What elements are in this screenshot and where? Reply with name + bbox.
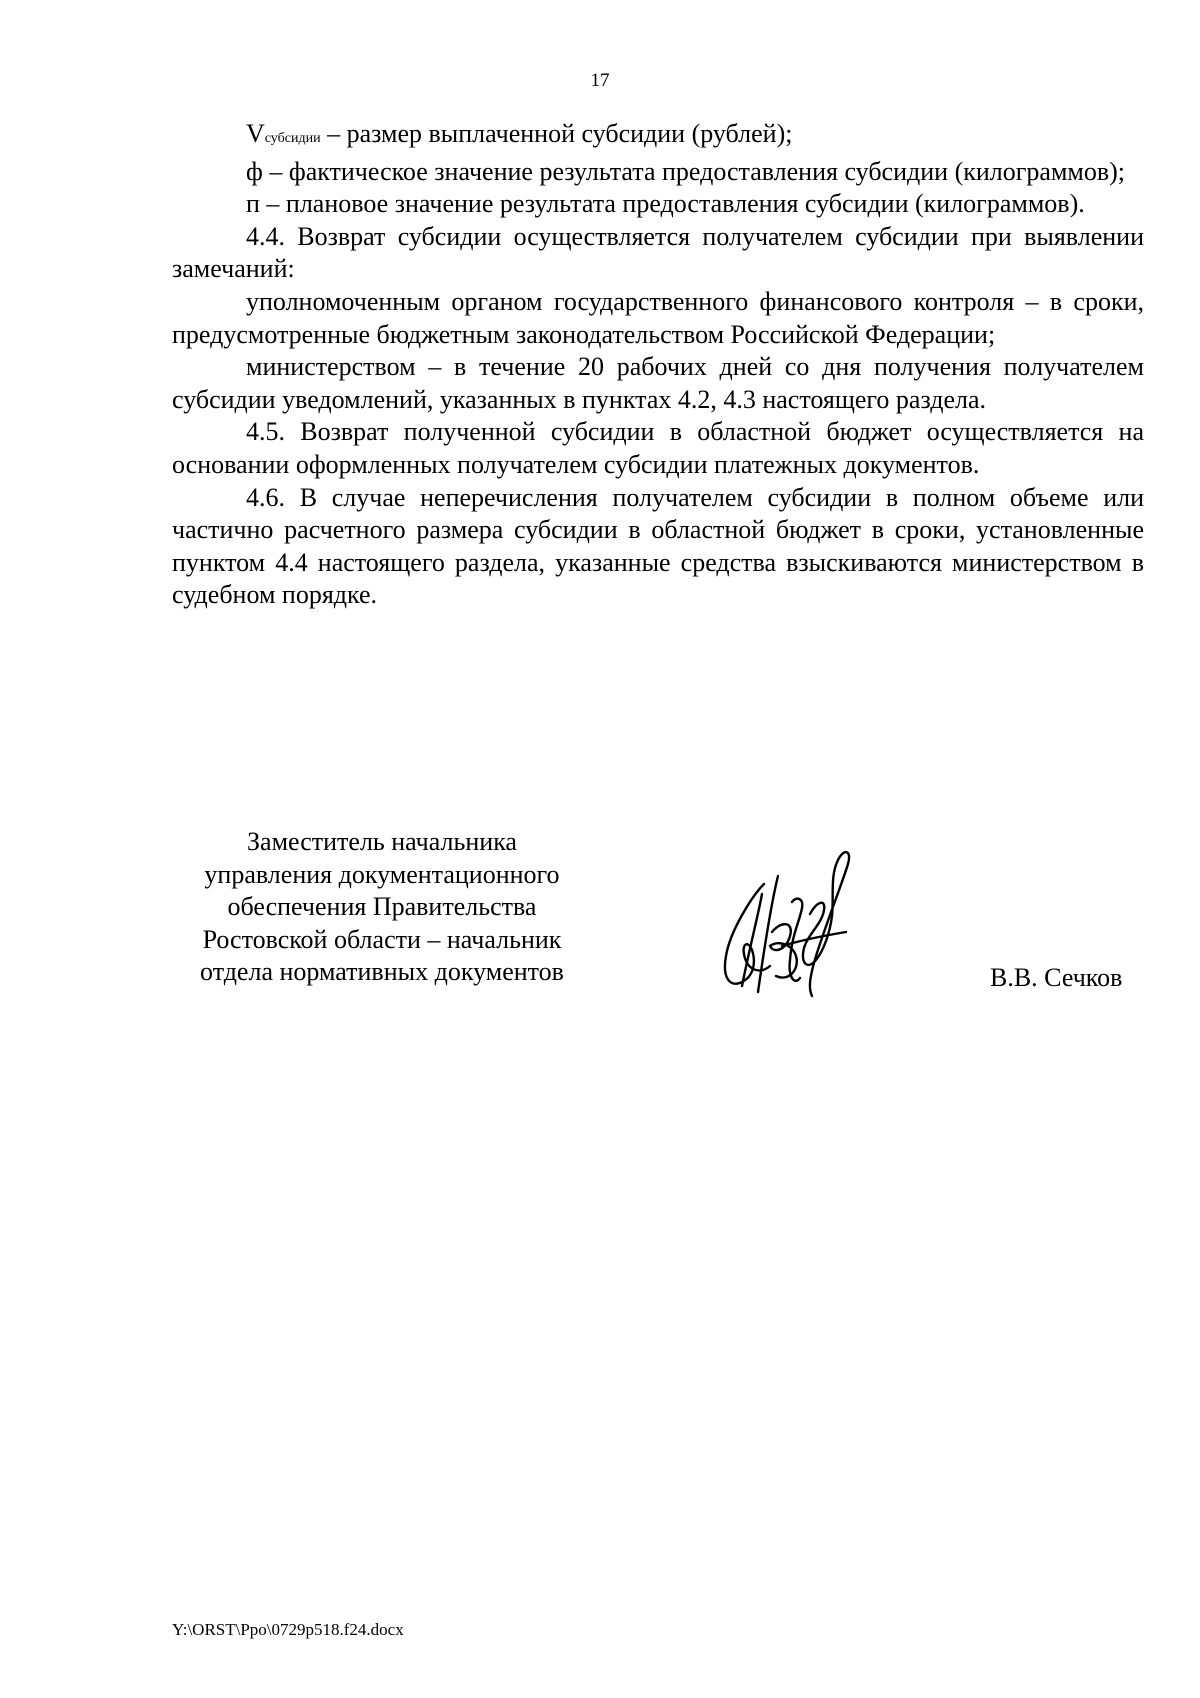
paragraph-control-authority: уполномоченным органом государственного финансового контроля – в сроки, предусмотренные бюджетным законодательством Российской Федерации;	[172, 286, 1144, 349]
footer-file-path: Y:\ORST\Ppo\0729p518.f24.docx	[172, 1620, 404, 1639]
position-line: управления документационного	[204, 859, 560, 889]
page-number: 17	[590, 70, 610, 91]
paragraph-ministry: министерством – в течение 20 рабочих дней со дня получения получателем субсидии уведомлений, указанных в пунктах 4.2, 4.3 настоящего раздела.	[172, 352, 1144, 414]
position-line: отдела нормативных документов	[200, 957, 564, 987]
paragraph-planned-value: п – плановое значение результата предоставления субсидии (килограммов).	[246, 189, 1085, 219]
paragraph-4-5: 4.5. Возврат полученной субсидии в областной бюджет осуществляется на основании оформленных получателем субсидии платежных документов.	[172, 417, 1144, 479]
position-line: Ростовской области – начальник	[202, 924, 562, 954]
variable-description: – размер выплаченной субсидии (рублей);	[320, 119, 793, 148]
paragraph-4-4: 4.4. Возврат субсидии осуществляется получателем субсидии при выявлении замечаний:	[172, 221, 1144, 284]
position-line: обеспечения Правительства	[227, 892, 537, 922]
signatory-position	[162, 826, 602, 989]
handwritten-signature	[712, 836, 882, 1006]
variable-symbol: V	[246, 119, 265, 148]
paragraph-4-6: 4.6. В случае неперечисления получателем субсидии в полном объеме или частично расчетного размера субсидии в областной бюджет в сроки, установленные пунктом 4.4 настоящего раздела, указанные средства взыскиваются министерством в судебном порядке.	[172, 482, 1144, 610]
document-body	[172, 118, 1144, 612]
signer-name: В.В. Сечков	[990, 963, 1123, 992]
position-line: Заместитель начальника	[247, 827, 517, 856]
paragraph-variable-definition	[172, 118, 1144, 156]
variable-subscript: субсидии	[264, 131, 321, 146]
paragraph-actual-value: ф – фактическое значение результата предоставления субсидии (килограммов);	[246, 156, 1126, 186]
